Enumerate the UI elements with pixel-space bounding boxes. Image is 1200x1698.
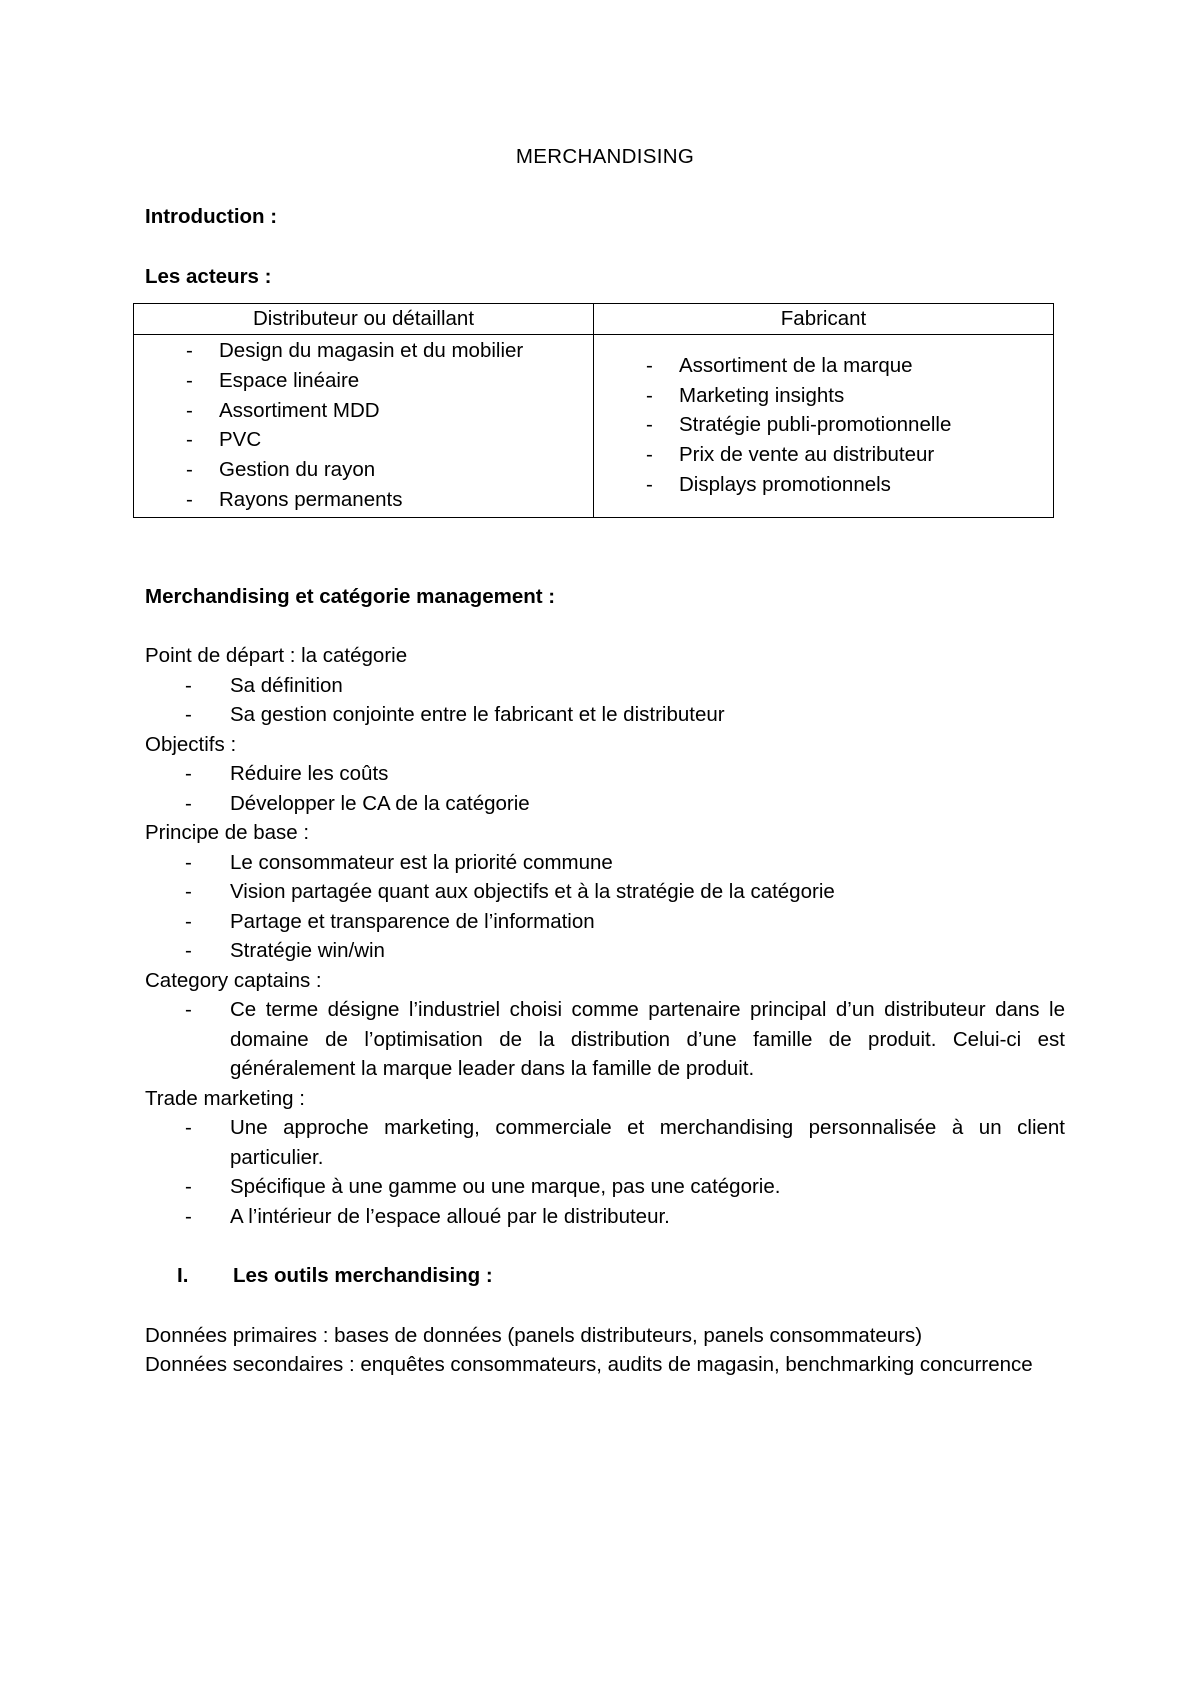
document-content: [145, 142, 1065, 1380]
distributor-list: [134, 336, 593, 515]
catman-heading: Merchandising et catégorie management :: [145, 584, 556, 608]
list-item: - Stratégie win/win: [145, 936, 1065, 966]
actors-table-header-row: [134, 304, 1054, 335]
actors-heading: Les acteurs :: [145, 264, 272, 288]
list-item: - Sa définition: [145, 671, 1065, 701]
section-1-heading: [145, 1261, 1065, 1291]
list-item: - Développer le CA de la catégorie: [145, 789, 1065, 819]
category-captains-label: Category captains :: [145, 968, 322, 992]
manufacturer-column-header: Fabricant: [594, 304, 1054, 335]
objectives-list: [145, 759, 1065, 818]
document-title: MERCHANDISING: [515, 145, 695, 168]
list-item: - Réduire les coûts: [145, 759, 1065, 789]
category-captains-list: [145, 995, 1065, 1084]
actors-table-body-row: [134, 335, 1054, 518]
list-item: - A l’intérieur de l’espace alloué par le distributeur.: [145, 1202, 1065, 1232]
distributor-cell: [134, 335, 594, 518]
objectives-label: Objectifs :: [145, 732, 237, 756]
section-1-number: I.: [177, 1264, 189, 1288]
list-item: - Prix de vente au distributeur: [594, 440, 1053, 470]
list-item: - Espace linéaire: [134, 366, 593, 396]
list-item: - Assortiment MDD: [134, 396, 593, 426]
trade-marketing-label: Trade marketing :: [145, 1086, 305, 1110]
list-item: - Vision partagée quant aux objectifs et à la stratégie de la catégorie: [145, 877, 1065, 907]
list-item: - Le consommateur est la priorité commune: [145, 848, 1065, 878]
starting-point-label: Point de départ : la catégorie: [145, 644, 408, 668]
actors-table: [133, 303, 1054, 518]
list-item: - Ce terme désigne l’industriel choisi comme partenaire principal d’un distributeur dans le domaine de l’optimisation de la distribution d’une famille de produit. Celui-ci est généralement la marque leader dans la famille de produit.: [145, 995, 1065, 1084]
list-item: - Rayons permanents: [134, 485, 593, 515]
list-item: - PVC: [134, 425, 593, 455]
list-item: - Marketing insights: [594, 381, 1053, 411]
section-1-title: Les outils merchandising :: [233, 1264, 493, 1288]
list-item: - Sa gestion conjointe entre le fabricant et le distributeur: [145, 700, 1065, 730]
base-principle-label: Principe de base :: [145, 821, 310, 845]
list-item: - Partage et transparence de l’information: [145, 907, 1065, 937]
list-item: - Assortiment de la marque: [594, 351, 1053, 381]
list-item: - Une approche marketing, commerciale et merchandising personnalisée à un client particulier.: [145, 1113, 1065, 1172]
list-item: - Spécifique à une gamme ou une marque, pas une catégorie.: [145, 1172, 1065, 1202]
manufacturer-cell: [594, 335, 1054, 518]
list-item: - Displays promotionnels: [594, 470, 1053, 500]
list-item: - Gestion du rayon: [134, 455, 593, 485]
manufacturer-list: [594, 351, 1053, 500]
primary-data-text: Données primaires : bases de données (panels distributeurs, panels consommateurs): [145, 1323, 923, 1347]
distributor-column-header: Distributeur ou détaillant: [134, 304, 594, 335]
trade-marketing-list: [145, 1113, 1065, 1231]
starting-point-list: [145, 671, 1065, 730]
secondary-data-text: Données secondaires : enquêtes consommateurs, audits de magasin, benchmarking concurrence: [145, 1353, 1033, 1377]
base-principle-list: [145, 848, 1065, 966]
introduction-heading: Introduction :: [145, 205, 278, 228]
list-item: - Stratégie publi-promotionnelle: [594, 410, 1053, 440]
list-item: - Design du magasin et du mobilier: [134, 336, 593, 366]
